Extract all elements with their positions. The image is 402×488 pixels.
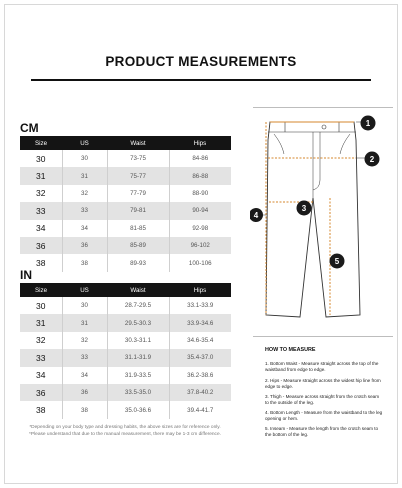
waist-cell: 77-79 (107, 185, 169, 202)
svg-text:4: 4 (253, 211, 259, 220)
marker-4 (250, 208, 263, 222)
hips-cell: 36.2-38.6 (169, 367, 231, 384)
how-to-step: 1. Bottom Waist - Measure straight across the top of the waistband from edge to edge. (265, 361, 379, 373)
in-size-table (20, 283, 231, 419)
page-title: PRODUCT MEASUREMENTS (105, 54, 297, 69)
how-to-step: 3. Thigh - Measure across straight from the crotch seam to the outside of the leg. (265, 394, 380, 406)
how-to-measure-title: HOW TO MEASURE (265, 347, 316, 353)
marker-1 (361, 116, 376, 131)
size-cell: 36 (20, 237, 62, 254)
table-row (20, 185, 231, 202)
table-row (20, 401, 231, 418)
pants-diagram (250, 110, 400, 340)
us-size-cell: 38 (62, 401, 107, 418)
header-cell: US (62, 283, 107, 297)
waist-cell: 75-77 (107, 167, 169, 184)
waist-cell: 29.5-30.3 (107, 314, 169, 331)
header-cell: Waist (107, 136, 169, 150)
hips-cell: 33.1-33.9 (169, 297, 231, 314)
marker-3 (297, 201, 312, 216)
size-cell: 30 (20, 150, 62, 167)
hips-cell: 84-86 (169, 150, 231, 167)
hips-cell: 35.4-37.0 (169, 349, 231, 366)
size-cell: 36 (20, 384, 62, 401)
footnote-1: *Depending on your body type and dressing habits, the above sizes are for reference only. (29, 425, 221, 430)
table-row (20, 384, 231, 401)
table-row (20, 202, 231, 219)
hips-cell: 100-106 (169, 254, 231, 271)
size-cell: 31 (20, 167, 62, 184)
fly-stitch (313, 132, 320, 190)
hips-cell: 92-98 (169, 220, 231, 237)
title-underline (31, 79, 371, 81)
pocket-right (340, 134, 350, 154)
table-row (20, 237, 231, 254)
header-cell: Size (20, 136, 62, 150)
table-row (20, 220, 231, 237)
us-size-cell: 33 (62, 349, 107, 366)
pocket-left (274, 134, 284, 154)
waist-cell: 30.3-31.1 (107, 332, 169, 349)
us-size-cell: 34 (62, 220, 107, 237)
size-cell: 38 (20, 254, 62, 271)
size-cell: 33 (20, 202, 62, 219)
size-cell: 32 (20, 332, 62, 349)
us-size-cell: 32 (62, 185, 107, 202)
us-size-cell: 30 (62, 297, 107, 314)
svg-text:3: 3 (301, 204, 307, 213)
header-cell: Hips (169, 283, 231, 297)
waist-cell: 89-93 (107, 254, 169, 271)
header-cell: Size (20, 283, 62, 297)
hips-cell: 90-94 (169, 202, 231, 219)
how-to-top-rule (253, 336, 393, 337)
waist-cell: 81-85 (107, 220, 169, 237)
waist-cell: 31.1-31.9 (107, 349, 169, 366)
hips-cell: 39.4-41.7 (169, 401, 231, 418)
svg-text:5: 5 (334, 257, 340, 266)
cm-unit-label: CM (20, 121, 39, 135)
size-cell: 31 (20, 314, 62, 331)
svg-text:2: 2 (369, 155, 375, 164)
us-size-cell: 36 (62, 237, 107, 254)
us-size-cell: 34 (62, 367, 107, 384)
hips-cell: 33.9-34.6 (169, 314, 231, 331)
waist-cell: 73-75 (107, 150, 169, 167)
svg-text:1: 1 (365, 119, 371, 128)
us-size-cell: 38 (62, 254, 107, 271)
waist-cell: 33.5-35.0 (107, 384, 169, 401)
size-cell: 33 (20, 349, 62, 366)
waist-button (322, 125, 326, 129)
us-size-cell: 31 (62, 167, 107, 184)
header-cell: Waist (107, 283, 169, 297)
how-to-step: 4. Bottom Length - Measure from the waistband to the leg opening or hem. (265, 410, 383, 422)
marker-2 (365, 152, 380, 167)
table-row (20, 314, 231, 331)
cm-size-table (20, 136, 231, 272)
hips-cell: 96-102 (169, 237, 231, 254)
header-cell: Hips (169, 136, 231, 150)
table-row (20, 332, 231, 349)
diagram-top-rule (253, 107, 393, 108)
in-unit-label: IN (20, 268, 32, 282)
us-size-cell: 31 (62, 314, 107, 331)
us-size-cell: 30 (62, 150, 107, 167)
us-size-cell: 33 (62, 202, 107, 219)
table-row (20, 349, 231, 366)
waist-cell: 85-89 (107, 237, 169, 254)
size-cell: 30 (20, 297, 62, 314)
waist-cell: 79-81 (107, 202, 169, 219)
table-header-row (20, 136, 231, 150)
how-to-step: 2. Hips - Measure straight across the widest hip line from edge to edge. (265, 378, 381, 390)
waist-cell: 31.9-33.5 (107, 367, 169, 384)
us-size-cell: 32 (62, 332, 107, 349)
table-row (20, 167, 231, 184)
table-row (20, 254, 231, 271)
table-header-row (20, 283, 231, 297)
marker-5 (330, 254, 345, 269)
size-cell: 34 (20, 367, 62, 384)
waist-cell: 35.0-36.6 (107, 401, 169, 418)
hips-cell: 34.6-35.4 (169, 332, 231, 349)
table-row (20, 367, 231, 384)
table-row (20, 297, 231, 314)
hips-cell: 86-88 (169, 167, 231, 184)
hips-cell: 88-90 (169, 185, 231, 202)
table-row (20, 150, 231, 167)
header-cell: US (62, 136, 107, 150)
size-cell: 34 (20, 220, 62, 237)
hips-cell: 37.8-40.2 (169, 384, 231, 401)
footnote-2: *Please understand that due to the manual measurement, there may be 1-3 cm difference. (29, 432, 221, 437)
us-size-cell: 36 (62, 384, 107, 401)
waist-cell: 28.7-29.5 (107, 297, 169, 314)
size-cell: 38 (20, 401, 62, 418)
size-cell: 32 (20, 185, 62, 202)
how-to-step: 5. Inseam - Measure the length from the crotch seam to the bottom of the leg. (265, 426, 379, 438)
